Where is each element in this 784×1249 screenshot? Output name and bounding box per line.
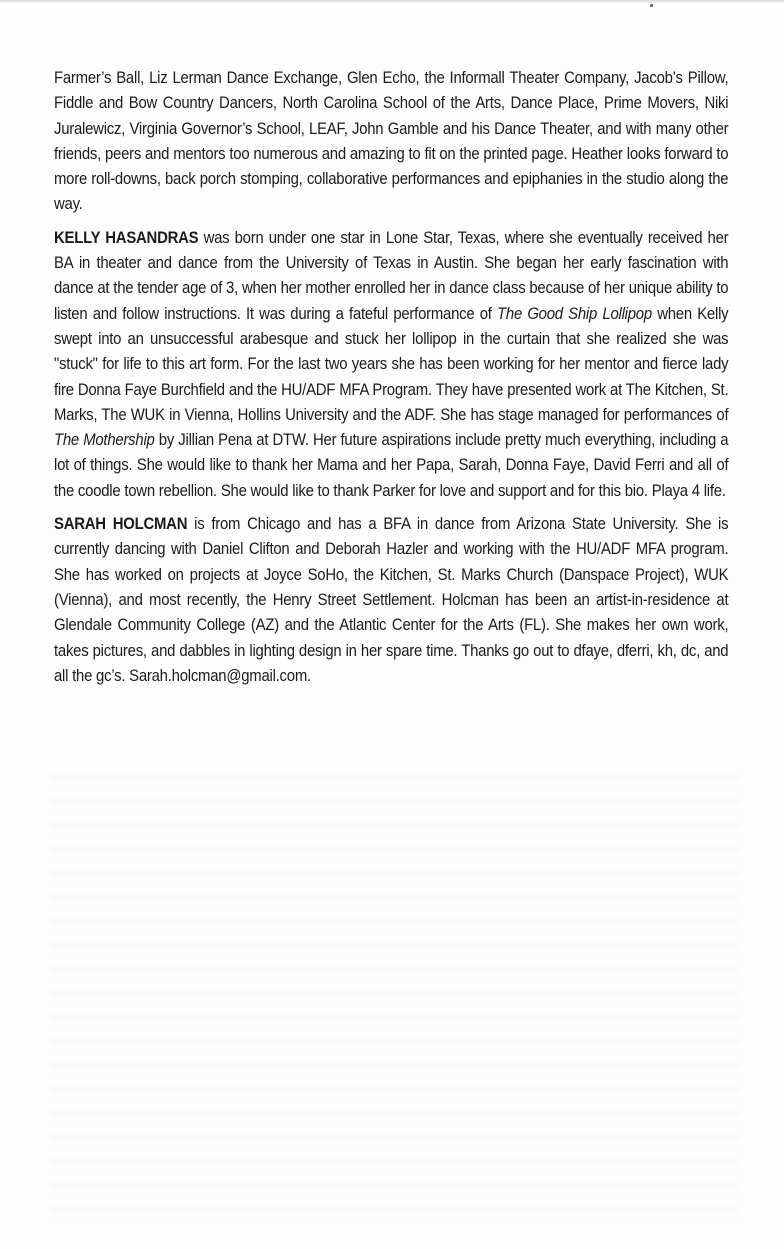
show-title: The Good Ship Lollipop bbox=[497, 304, 652, 323]
bio-paragraph-sarah bbox=[54, 512, 728, 689]
bio-paragraph-heather bbox=[54, 66, 728, 218]
show-title: The Mothership bbox=[54, 431, 155, 450]
scan-speck bbox=[650, 4, 653, 7]
bio-text: by Jillian Pena at DTW. Her future aspirations include pretty much everything, including a lot of things. She would like to thank her Mama and her Papa, Sarah, Donna Faye, David Ferri and all of the coodle town rebellion. She would like to thank Parker for love and support and for this bio. Playa 4 life. bbox=[54, 431, 729, 500]
bio-text: Farmer’s Ball, Liz Lerman Dance Exchange, Glen Echo, the Informall Theater Company, Jacob’s Pillow, Fiddle and Bow Country Dancers, North Carolina School of the Arts, Dance Place, Prime Movers, Niki Juralewicz, Virginia Governor’s School, LEAF, John Gamble and his Dance Theater, and with many other friends, peers and mentors too numerous and amazing to fit on the printed page. Heather looks forward to more roll-downs, back porch stomping, collaborative performances and epiphanies in the studio along the way. bbox=[54, 69, 729, 214]
bio-paragraph-kelly bbox=[54, 226, 728, 504]
show-through-bleed bbox=[50, 760, 740, 1220]
bio-name: KELLY HASANDRAS bbox=[54, 228, 199, 247]
bio-name: SARAH HOLCMAN bbox=[54, 515, 188, 534]
bio-text: is from Chicago and has a BFA in dance from Arizona State University. She is currently dancing with Daniel Clifton and Deborah Hazler and working with the HU/ADF MFA program. She has worked on projects at Joyce SoHo, the Kitchen, St. Marks Church (Danspace Project), WUK (Vienna), and most recently, the Henry Street Settlement. Holcman has been an artist-in-residence at Glendale Community College (AZ) and the Atlantic Center for the Arts (FL). She makes her own work, takes pictures, and dabbles in lighting design in her spare time. Thanks go out to dfaye, dferri, kh, dc, and all the gc’s. Sarah.holcman@gmail.com. bbox=[54, 515, 729, 685]
bio-text: was born under one star in Lone Star, Texas, where she eventually received her BA in theater and dance from the University of Texas in Austin. She began her early fascination with dance at the tender age of 3, when her mother enrolled her in dance class because of her unique ability to listen and follow instructions. It was during a fateful performance of bbox=[54, 228, 729, 323]
bio-text: when Kelly swept into an unsuccessful arabesque and stuck her lollipop in the curtain that she realized she was "stuck" for life to this art form. For the last two years she has been working for her mentor and fierce lady fire Donna Faye Burchfield and the HU/ADF MFA Program. They have presented work at The Kitchen, St. Marks, The WUK in Vienna, Hollins University and the ADF. She has stage managed for performances of bbox=[54, 304, 729, 424]
bio-column bbox=[54, 66, 729, 697]
scan-top-edge bbox=[0, 0, 784, 3]
